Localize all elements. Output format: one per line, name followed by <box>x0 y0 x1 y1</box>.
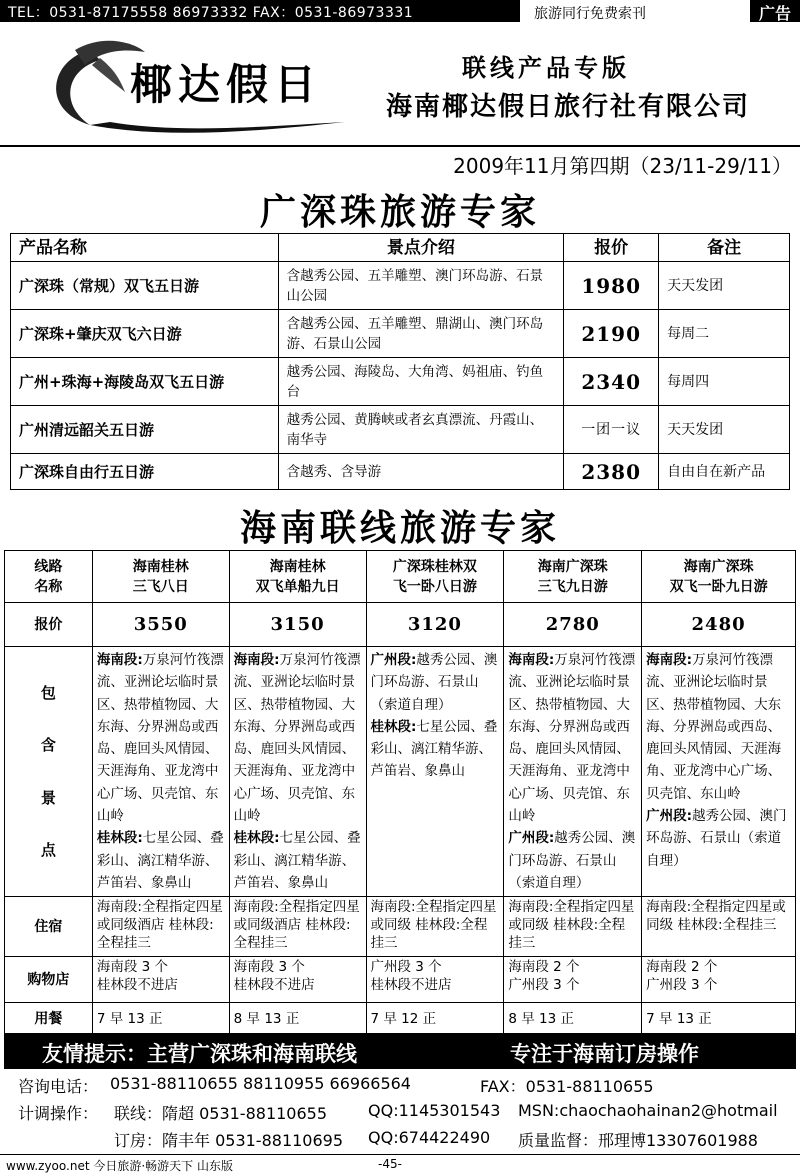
route-name: 海南桂林 双飞单船九日 <box>229 551 366 603</box>
qq-booking: QQ:674422490 <box>368 1128 491 1147</box>
product-spots: 含越秀、含导游 <box>278 454 564 490</box>
site-line: www.zyoo.net 今日旅游·畅游天下 山东版 <box>6 1159 233 1173</box>
route-price: 2780 <box>504 603 642 647</box>
product-note: 自由自在新产品 <box>659 454 790 490</box>
product-name: 广深珠自由行五日游 <box>11 454 279 490</box>
free-catalog-label: 旅游同行免费索刊 <box>520 0 750 22</box>
route-stay: 海南段:全程指定四星或同级 桂林段:全程挂三 <box>366 897 504 957</box>
product-spots: 含越秀公园、五羊雕塑、鼎湖山、澳门环岛游、石景山公园 <box>278 310 564 358</box>
product-price: 2380 <box>564 454 659 490</box>
route-spots: 广州段:越秀公园、澳门环岛游、石景山（索道自理） 桂林段:七星公园、叠彩山、漓江精华游、芦笛岩、象鼻山 <box>366 647 504 897</box>
table-row <box>11 262 790 310</box>
product-name: 广深珠+肇庆双飞六日游 <box>11 310 279 358</box>
product-name: 广深珠（常规）双飞五日游 <box>11 262 279 310</box>
msn-contact: MSN:chaochaohainan2@hotmail <box>518 1101 778 1120</box>
ad-badge: 广告 <box>750 0 800 22</box>
meal-label: 用餐 <box>5 1003 93 1035</box>
tip-banner <box>4 1033 796 1069</box>
product-name: 广州+珠海+海陵岛双飞五日游 <box>11 358 279 406</box>
page-number: -45- <box>378 1157 402 1171</box>
header-spots: 景点介绍 <box>278 234 564 262</box>
operator-line: 联线：隋超 0531-88110655 <box>114 1104 328 1123</box>
booking-line: 订房：隋丰年 0531-88110695 <box>114 1131 344 1150</box>
table-header-row <box>11 234 790 262</box>
consult-phones: 0531-88110655 88110955 66966564 <box>110 1074 411 1093</box>
company-name: 海南椰达假日旅行社有限公司 <box>386 92 751 122</box>
qq-operator: QQ:1145301543 <box>368 1101 501 1120</box>
shop-row <box>5 957 796 1003</box>
shop-label: 购物店 <box>5 957 93 1003</box>
route-stay: 海南段:全程指定四星或同级 桂林段:全程挂三 <box>642 897 796 957</box>
route-meal: 7 早 12 正 <box>366 1003 504 1035</box>
route-spots: 海南段:万泉河竹筏漂流、亚洲论坛临时景区、热带植物园、大东海、分界洲岛或西岛、鹿回头风情园、天涯海角、亚龙湾中心广场、贝壳馆、东山岭 桂林段:七星公园、叠彩山、漓江精华游、芦笛岩、象鼻山 <box>229 647 366 897</box>
route-price: 3150 <box>229 603 366 647</box>
price-row <box>5 603 796 647</box>
bottom-bar <box>0 1154 800 1172</box>
spots-row <box>5 647 796 897</box>
route-meal: 7 早 13 正 <box>92 1003 229 1035</box>
table-row <box>11 406 790 454</box>
divider <box>0 145 800 147</box>
route-price: 3120 <box>366 603 504 647</box>
route-price: 2480 <box>642 603 796 647</box>
brand-name: 椰达假日 <box>130 60 323 109</box>
product-note: 天天发团 <box>659 406 790 454</box>
header-product: 产品名称 <box>11 234 279 262</box>
fax-number: FAX：0531-88110655 <box>480 1077 654 1096</box>
header <box>0 22 800 144</box>
top-bar <box>0 0 800 22</box>
hainan-table <box>4 550 796 1035</box>
price-label: 报价 <box>5 603 93 647</box>
route-label: 线路 名称 <box>5 551 93 603</box>
quality-supervisor: 质量监督：邢理博13307601988 <box>518 1131 758 1150</box>
route-name: 海南广深珠 双飞一卧九日游 <box>642 551 796 603</box>
route-name: 海南桂林 三飞八日 <box>92 551 229 603</box>
route-stay: 海南段:全程指定四星或同级 桂林段:全程挂三 <box>504 897 642 957</box>
route-spots: 海南段:万泉河竹筏漂流、亚洲论坛临时景区、热带植物园、大东海、分界洲岛或西岛、鹿回头风情园、天涯海角、亚龙湾中心广场、贝壳馆、东山岭 桂林段:七星公园、叠彩山、漓江精华游、芦笛岩、象鼻山 <box>92 647 229 897</box>
include-label: 包 含 景 点 <box>5 647 93 897</box>
product-price: 2340 <box>564 358 659 406</box>
route-meal: 8 早 13 正 <box>229 1003 366 1035</box>
operator-label: 计调操作： <box>18 1104 99 1123</box>
route-name: 广深珠桂林双 飞一卧八日游 <box>366 551 504 603</box>
section2-title: 海南联线旅游专家 <box>239 507 560 549</box>
meal-row <box>5 1003 796 1035</box>
tip-right: 专注于海南订房操作 <box>510 1042 699 1066</box>
route-shop: 海南段 2 个 广州段 3 个 <box>504 957 642 1003</box>
header-price: 报价 <box>564 234 659 262</box>
header-note: 备注 <box>659 234 790 262</box>
issue-date: 2009年11月第四期（23/11-29/11） <box>453 154 792 178</box>
route-price: 3550 <box>92 603 229 647</box>
section1-title: 广深珠旅游专家 <box>259 191 540 233</box>
product-note: 每周二 <box>659 310 790 358</box>
route-stay: 海南段:全程指定四星或同级酒店 桂林段:全程挂三 <box>92 897 229 957</box>
product-price: 一团一议 <box>564 406 659 454</box>
route-meal: 7 早 13 正 <box>642 1003 796 1035</box>
route-shop: 海南段 3 个 桂林段不进店 <box>229 957 366 1003</box>
product-note: 天天发团 <box>659 262 790 310</box>
guangdong-table <box>10 233 790 490</box>
table-row <box>11 454 790 490</box>
route-shop: 海南段 2 个 广州段 3 个 <box>642 957 796 1003</box>
contact-line: TEL：0531-87175558 86973332 FAX：0531-86973331 <box>8 5 414 21</box>
stay-row <box>5 897 796 957</box>
product-price: 2190 <box>564 310 659 358</box>
route-spots: 海南段:万泉河竹筏漂流、亚洲论坛临时景区、热带植物园、大东海、分界洲岛或西岛、鹿回头风情园、天涯海角、亚龙湾中心广场、贝壳馆、东山岭 广州段:越秀公园、澳门环岛游、石景山（索道自理） <box>504 647 642 897</box>
route-name: 海南广深珠 三飞九日游 <box>504 551 642 603</box>
stay-label: 住宿 <box>5 897 93 957</box>
product-name: 广州清远韶关五日游 <box>11 406 279 454</box>
table-row <box>11 358 790 406</box>
route-name-row <box>5 551 796 603</box>
tip-left: 友情提示：主营广深珠和海南联线 <box>42 1042 357 1066</box>
subtitle-product: 联线产品专版 <box>462 53 630 82</box>
route-shop: 广州段 3 个 桂林段不进店 <box>366 957 504 1003</box>
product-price: 1980 <box>564 262 659 310</box>
consult-label: 咨询电话： <box>18 1077 99 1096</box>
product-spots: 越秀公园、海陵岛、大角湾、妈祖庙、钓鱼台 <box>278 358 564 406</box>
route-spots: 海南段:万泉河竹筏漂流、亚洲论坛临时景区、热带植物园、大东海、分界洲岛或西岛、鹿回头风情园、天涯海角、亚龙湾中心广场、贝壳馆、东山岭 广州段:越秀公园、澳门环岛游、石景山（索道自理） <box>642 647 796 897</box>
product-spots: 含越秀公园、五羊雕塑、澳门环岛游、石景山公园 <box>278 262 564 310</box>
route-shop: 海南段 3 个 桂林段不进店 <box>92 957 229 1003</box>
product-note: 每周四 <box>659 358 790 406</box>
product-spots: 越秀公园、黄腾峡或者玄真漂流、丹霞山、南华寺 <box>278 406 564 454</box>
route-stay: 海南段:全程指定四星或同级酒店 桂林段:全程挂三 <box>229 897 366 957</box>
route-meal: 8 早 13 正 <box>504 1003 642 1035</box>
table-row <box>11 310 790 358</box>
